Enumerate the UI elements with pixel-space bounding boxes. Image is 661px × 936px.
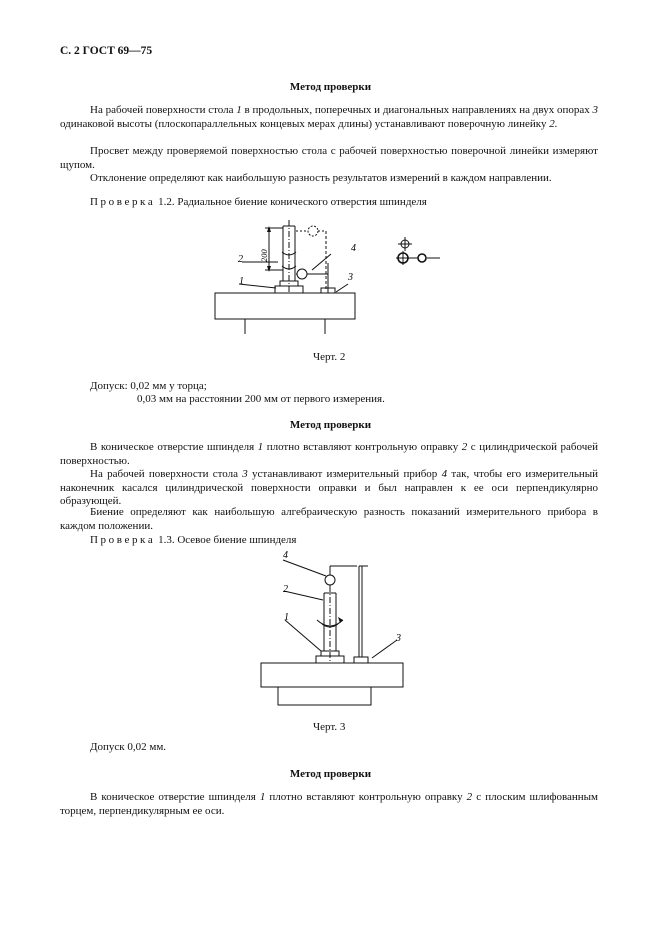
- paragraph: Отклонение определяют как наибольшую разность результатов измерений в каждом направлении.: [90, 172, 552, 184]
- paragraph: На рабочей поверхности стола 3 устанавливают измерительный прибор 4 так, чтобы его измерительный наконечник касался цилиндрической поверхности оправки и был направлен к ее оси перпендикулярно образующей.: [60, 468, 599, 507]
- section-heading: Метод проверки: [289, 81, 372, 93]
- tolerance-line: Допуск: 0,02 мм у торца;: [90, 380, 207, 392]
- figure-reference: 2.: [549, 117, 558, 130]
- section-heading: Метод проверки: [289, 419, 372, 431]
- fig2-label-4: 4: [351, 243, 356, 254]
- paragraph: На рабочей поверхности стола 1 в продольных, поперечных и диагональных направлениях на двух опорах 3 одинаковой высоты (плоскопараллельных концевых мерах длины) устанавливают поверочную линейку 2.: [60, 104, 599, 130]
- figure-reference: 3: [242, 468, 248, 480]
- figure-reference: 1: [259, 791, 266, 803]
- fig2-label-1: 1: [239, 276, 244, 287]
- figure-reference: 2: [461, 441, 468, 453]
- check-title: 1.3. Осевое биение шпинделя: [155, 534, 297, 546]
- page-header: С. 2 ГОСТ 69—75: [60, 45, 153, 57]
- figure-reference: 3: [592, 104, 599, 116]
- paragraph: В коническое отверстие шпинделя 1 плотно вставляют контрольную оправку 2 с цилиндрической рабочей поверхностью.: [60, 441, 599, 467]
- figure-reference: 4: [441, 468, 448, 480]
- figure-reference: 2: [466, 791, 473, 803]
- paragraph: Биение определяют как наибольшую алгебраическую разность показаний измерительного прибора в каждом положении.: [60, 506, 598, 532]
- figure-3-caption: Черт. 3: [313, 721, 346, 733]
- fig2-label-2: 2: [238, 254, 243, 265]
- check-title: 1.2. Радиальное биение конического отверстия шпинделя: [155, 196, 427, 208]
- fig3-label-1: 1: [284, 612, 289, 623]
- figure-reference: 1: [236, 104, 242, 116]
- fig3-label-2: 2: [283, 584, 288, 595]
- paragraph: В коническое отверстие шпинделя 1 плотно вставляют контрольную оправку 2 с плоским шлифованным торцем, перпендикулярным ее оси.: [60, 791, 599, 817]
- fig2-label-3: 3: [348, 272, 353, 283]
- tolerance-line: Допуск 0,02 мм.: [90, 741, 167, 753]
- fig3-label-3: 3: [396, 633, 401, 644]
- figure-reference: 1: [257, 441, 264, 453]
- check-word: Проверка: [90, 196, 156, 208]
- section-heading: Метод проверки: [289, 768, 372, 780]
- figure-2-caption: Черт. 2: [313, 351, 346, 363]
- tolerance-line: 0,03 мм на расстоянии 200 мм от первого измерения.: [137, 393, 385, 405]
- fig3-label-4: 4: [283, 550, 288, 561]
- paragraph: Просвет между проверяемой поверхностью стола с рабочей поверхностью поверочной линейки измеряют щупом.: [60, 145, 598, 171]
- fig3-arrowheads: [338, 617, 343, 623]
- fig3-table: [261, 663, 403, 687]
- check-word: Проверка: [90, 534, 156, 546]
- fig2-dimension-200: 200: [259, 249, 269, 262]
